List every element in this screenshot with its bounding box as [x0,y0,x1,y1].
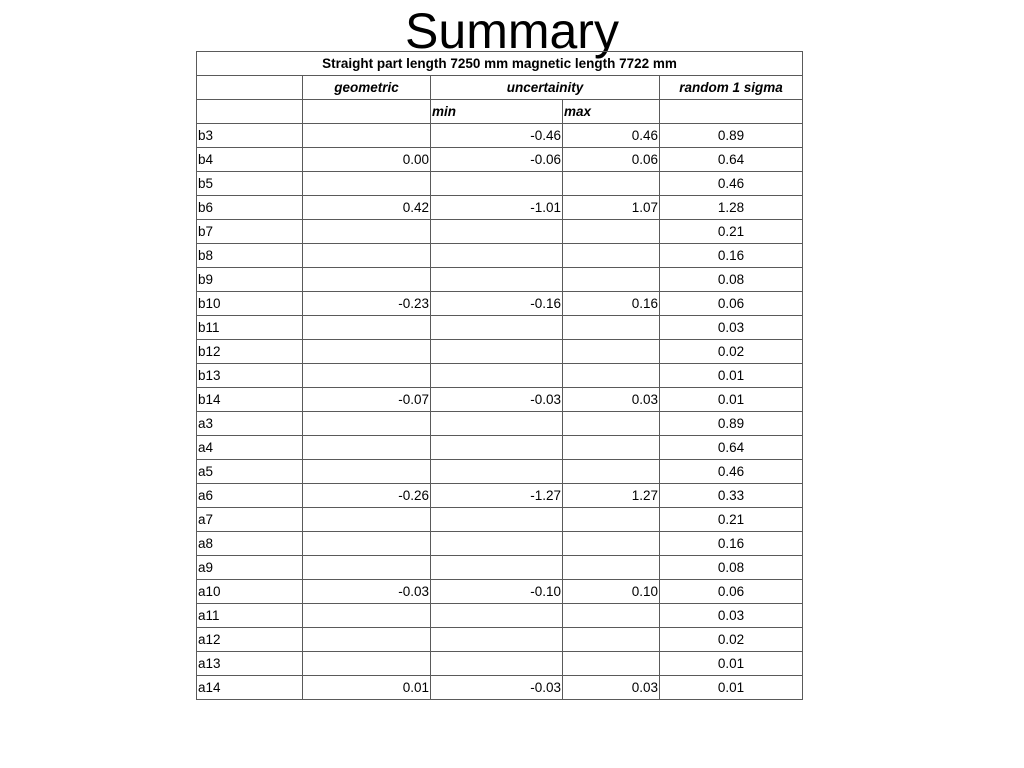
cell-random: 0.01 [660,676,803,700]
cell-geometric [303,652,431,676]
cell-min: -1.27 [431,484,563,508]
summary-table [196,51,803,700]
cell-max [563,628,660,652]
cell-random: 0.33 [660,484,803,508]
cell-geometric [303,604,431,628]
table-row [197,652,803,676]
row-label: b9 [197,268,303,292]
cell-max [563,340,660,364]
cell-min: -0.10 [431,580,563,604]
cell-geometric [303,220,431,244]
cell-geometric [303,556,431,580]
cell-geometric [303,268,431,292]
cell-random: 0.02 [660,628,803,652]
cell-random: 0.08 [660,268,803,292]
cell-max [563,244,660,268]
row-label: a9 [197,556,303,580]
header-empty-cell [197,76,303,100]
table-row [197,388,803,412]
cell-max [563,412,660,436]
cell-random: 0.03 [660,604,803,628]
cell-geometric: 0.01 [303,676,431,700]
subheader-max: max [563,100,660,124]
cell-geometric: -0.23 [303,292,431,316]
cell-random: 0.01 [660,364,803,388]
cell-random: 0.89 [660,124,803,148]
row-label: a10 [197,580,303,604]
cell-random: 0.02 [660,340,803,364]
cell-geometric: -0.03 [303,580,431,604]
row-label: b13 [197,364,303,388]
table-row [197,292,803,316]
subheader-empty-cell [197,100,303,124]
cell-random: 0.21 [660,508,803,532]
cell-min [431,364,563,388]
cell-max [563,436,660,460]
cell-geometric: 0.00 [303,148,431,172]
cell-random: 0.16 [660,244,803,268]
cell-random: 0.64 [660,148,803,172]
cell-random: 0.01 [660,388,803,412]
cell-min [431,316,563,340]
cell-geometric [303,340,431,364]
cell-max [563,604,660,628]
cell-random: 0.06 [660,580,803,604]
cell-geometric [303,436,431,460]
cell-random: 0.01 [660,652,803,676]
cell-min: -0.03 [431,388,563,412]
row-label: b14 [197,388,303,412]
row-label: b8 [197,244,303,268]
cell-min [431,220,563,244]
cell-geometric [303,508,431,532]
cell-min: -1.01 [431,196,563,220]
cell-min [431,628,563,652]
table-row [197,148,803,172]
cell-random: 0.16 [660,532,803,556]
row-label: a6 [197,484,303,508]
table-row [197,580,803,604]
table-row [197,412,803,436]
table-row [197,364,803,388]
cell-min [431,652,563,676]
row-label: a7 [197,508,303,532]
row-label: b7 [197,220,303,244]
cell-random: 0.08 [660,556,803,580]
header-random: random 1 sigma [660,76,803,100]
header-uncertainity: uncertainity [431,76,660,100]
table-row [197,268,803,292]
table-row [197,220,803,244]
cell-min [431,460,563,484]
subheader-empty-cell [660,100,803,124]
row-label: b6 [197,196,303,220]
table-caption: Straight part length 7250 mm magnetic length 7722 mm [197,52,803,76]
cell-min: -0.03 [431,676,563,700]
cell-max [563,364,660,388]
cell-geometric [303,532,431,556]
cell-random: 0.03 [660,316,803,340]
cell-geometric: -0.26 [303,484,431,508]
header-geometric: geometric [303,76,431,100]
cell-max [563,172,660,196]
cell-geometric [303,172,431,196]
cell-geometric: 0.42 [303,196,431,220]
table-row [197,244,803,268]
cell-min [431,508,563,532]
subheader-min: min [431,100,563,124]
table-row [197,340,803,364]
row-label: a8 [197,532,303,556]
cell-min [431,412,563,436]
table-row [197,532,803,556]
subheader-empty-cell [303,100,431,124]
table-row [197,196,803,220]
table-row [197,316,803,340]
cell-max [563,316,660,340]
cell-random: 0.46 [660,172,803,196]
row-label: a3 [197,412,303,436]
row-label: b3 [197,124,303,148]
cell-min: -0.46 [431,124,563,148]
cell-max [563,532,660,556]
table-row [197,124,803,148]
cell-min [431,172,563,196]
cell-min [431,556,563,580]
cell-geometric [303,412,431,436]
row-label: b11 [197,316,303,340]
table-row [197,436,803,460]
cell-max [563,556,660,580]
table-subheader-row [197,100,803,124]
cell-min: -0.16 [431,292,563,316]
cell-max: 0.06 [563,148,660,172]
row-label: b5 [197,172,303,196]
cell-min [431,268,563,292]
cell-min [431,244,563,268]
cell-max [563,268,660,292]
cell-max: 1.07 [563,196,660,220]
cell-max: 0.46 [563,124,660,148]
cell-random: 0.46 [660,460,803,484]
cell-geometric [303,460,431,484]
table-caption-row [197,52,803,76]
table-row [197,604,803,628]
cell-random: 1.28 [660,196,803,220]
table-header-row [197,76,803,100]
cell-min [431,436,563,460]
table-row [197,556,803,580]
cell-geometric [303,316,431,340]
table-row [197,172,803,196]
table-row [197,460,803,484]
row-label: a14 [197,676,303,700]
cell-random: 0.89 [660,412,803,436]
table-row [197,628,803,652]
cell-min [431,340,563,364]
cell-max: 0.16 [563,292,660,316]
table-row [197,484,803,508]
cell-min: -0.06 [431,148,563,172]
cell-random: 0.64 [660,436,803,460]
row-label: a11 [197,604,303,628]
cell-max [563,652,660,676]
row-label: a4 [197,436,303,460]
cell-max [563,220,660,244]
cell-max: 0.03 [563,676,660,700]
cell-max [563,460,660,484]
cell-geometric [303,124,431,148]
cell-min [431,604,563,628]
table-row [197,676,803,700]
cell-max: 1.27 [563,484,660,508]
row-label: b10 [197,292,303,316]
page-title: Summary [405,3,619,59]
row-label: a5 [197,460,303,484]
row-label: a12 [197,628,303,652]
cell-geometric [303,628,431,652]
row-label: a13 [197,652,303,676]
table-row [197,508,803,532]
cell-max: 0.10 [563,580,660,604]
cell-min [431,532,563,556]
cell-geometric [303,244,431,268]
cell-max: 0.03 [563,388,660,412]
row-label: b12 [197,340,303,364]
cell-random: 0.21 [660,220,803,244]
row-label: b4 [197,148,303,172]
cell-max [563,508,660,532]
cell-random: 0.06 [660,292,803,316]
cell-geometric: -0.07 [303,388,431,412]
cell-geometric [303,364,431,388]
